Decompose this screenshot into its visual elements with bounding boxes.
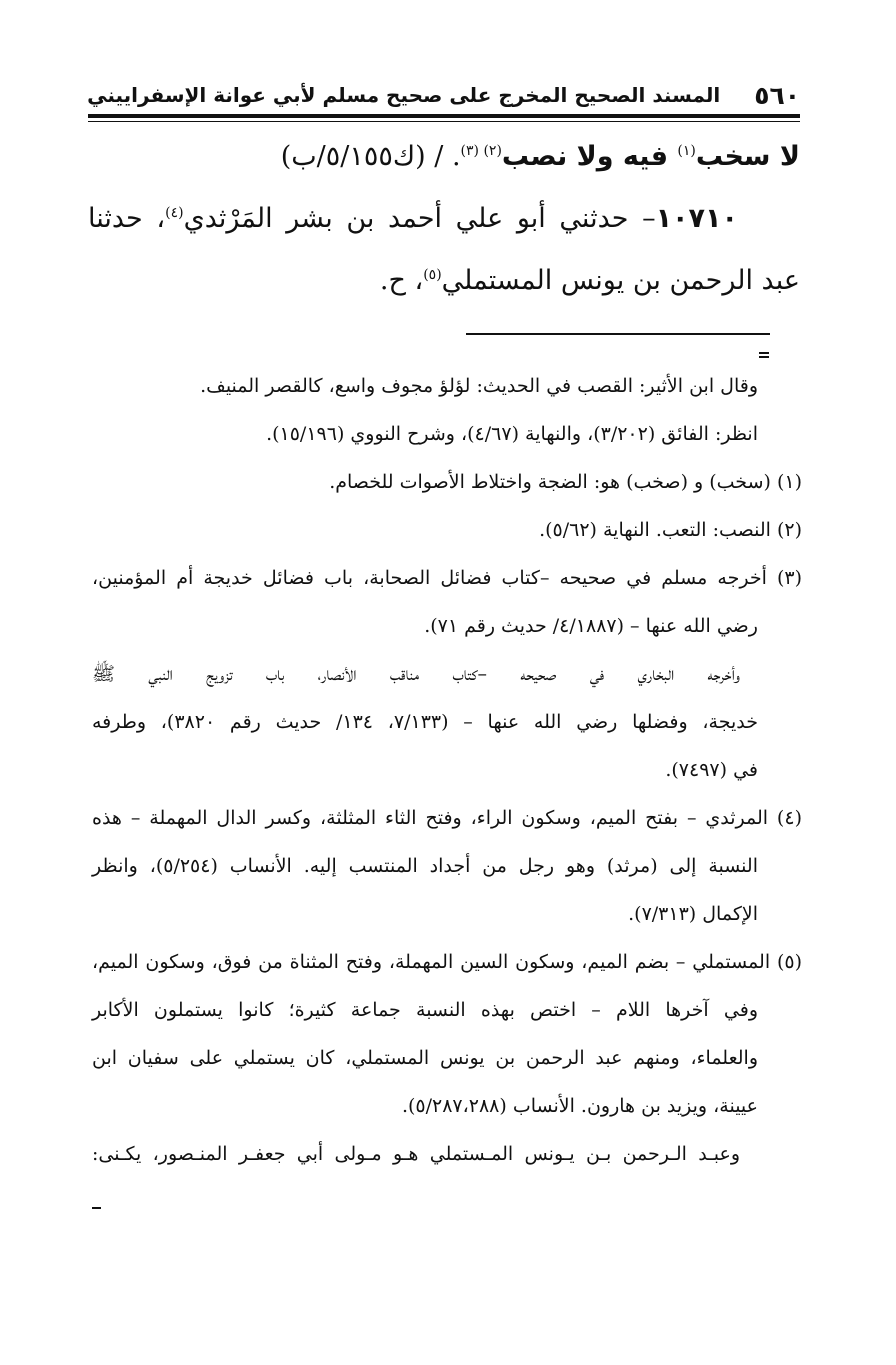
footnote-continuation-line: انظر: الفائق (٣/٢٠٢)، والنهاية (٤/٦٧)، وشرح النووي (١٥/١٩٦). [266, 423, 758, 445]
footnote-3-line: في (٧٤٩٧). [665, 759, 758, 781]
main-line-1 [88, 126, 800, 188]
footnote-ref: (٢) (٣) [460, 143, 502, 159]
header-rule-thick [88, 114, 800, 118]
isnad-text: ، ح. [379, 265, 424, 296]
footnote-5-line: (٥) المستملي – بضم الميم، وسكون السين المهملة، وفتح المثناة من فوق، وسكون الميم، [92, 951, 802, 973]
header-rule-thin [88, 121, 800, 122]
footnote-3-line: رضي الله عنها – (٤/١٨٨٧/ حديث رقم ٧١). [424, 615, 758, 637]
footnote-4-line: النسبة إلى (مرثد) وهو رجل من أجداد المنتسب إليه. الأنساب (٥/٢٥٤)، وانظر [92, 855, 758, 877]
footnote-5-line: وفي آخرها اللام – اختص بهذه النسبة جماعة كثيرة؛ كانوا يستملون الأكابر [92, 999, 758, 1021]
page-number: ٥٦٠ [754, 80, 800, 110]
manuscript-ref: . / (ك٥/١٥٥/ب) [280, 141, 461, 172]
isnad-text: – حدثني أبو علي أحمد بن بشر المَرْثدي [183, 203, 656, 234]
continuation-mark [759, 352, 769, 358]
footnote-5-line: وعبـد الـرحمن بـن يـونس المـستملي هـو مـولى أبي جعفـر المنـصور، يكـنى: [92, 1143, 740, 1165]
main-line-3 [88, 250, 800, 312]
footnote-4-line: (٤) المرثدي – بفتح الميم، وسكون الراء، وفتح الثاء المثلثة، وكسر الدال المهملة – هذه [92, 807, 802, 829]
hadith-number: ١٠٧١٠ [655, 203, 738, 234]
isnad-text: عبد الرحمن بن يونس المستملي [441, 265, 800, 296]
footnote-ref: (١) [677, 143, 696, 159]
hadith-phrase: لا سخب [695, 141, 800, 172]
footnotes [92, 362, 802, 1178]
footnote-1: (١) (سخب) و (صخب) هو: الضجة واختلاط الأصوات للخصام. [329, 471, 802, 493]
footnote-continuation-line: وقال ابن الأثير: القصب في الحديث: لؤلؤ مجوف واسع، كالقصر المنيف. [200, 375, 758, 397]
footnote-ref: (٤) [165, 205, 184, 221]
footnote-ref: (٥) [423, 267, 442, 283]
page-header [88, 78, 800, 112]
footnote-5-line: والعلماء، ومنهم عبد الرحمن بن يونس المستملي، كان يستملي على سفيان ابن [92, 1047, 758, 1069]
footnote-3-line: (٣) أخرجه مسلم في صحيحه –كتاب فضائل الصحابة، باب فضائل خديجة أم المؤمنين، [92, 567, 802, 589]
isnad-text: ، حدثنا [88, 203, 166, 234]
continuation-dash [92, 1207, 101, 1209]
footnote-5-line: عيينة، ويزيد بن هارون. الأنساب (٥/٢٨٧،٢٨٨). [401, 1095, 758, 1117]
main-line-2 [88, 188, 800, 250]
footnote-separator [466, 333, 770, 335]
footnote-3-line: وأخرجه البخاري في صحيحه –كتاب مناقب الأنصار، باب تزويج النبي ﷺ [92, 663, 740, 685]
footnote-4-line: الإكمال (٧/٣١٣). [628, 903, 758, 925]
footnote-2: (٢) النصب: التعب. النهاية (٥/٦٢). [539, 519, 802, 541]
footnote-3-line: خديجة، وفضلها رضي الله عنها – (٧/١٣٣، ١٣٤/ حديث رقم ٣٨٢٠)، وطرفه [92, 711, 759, 733]
hadith-phrase: فيه ولا نصب [501, 141, 678, 172]
main-text [88, 126, 800, 312]
running-title: المسند الصحيح المخرج على صحيح مسلم لأبي عوانة الإسفراييني [87, 83, 721, 107]
